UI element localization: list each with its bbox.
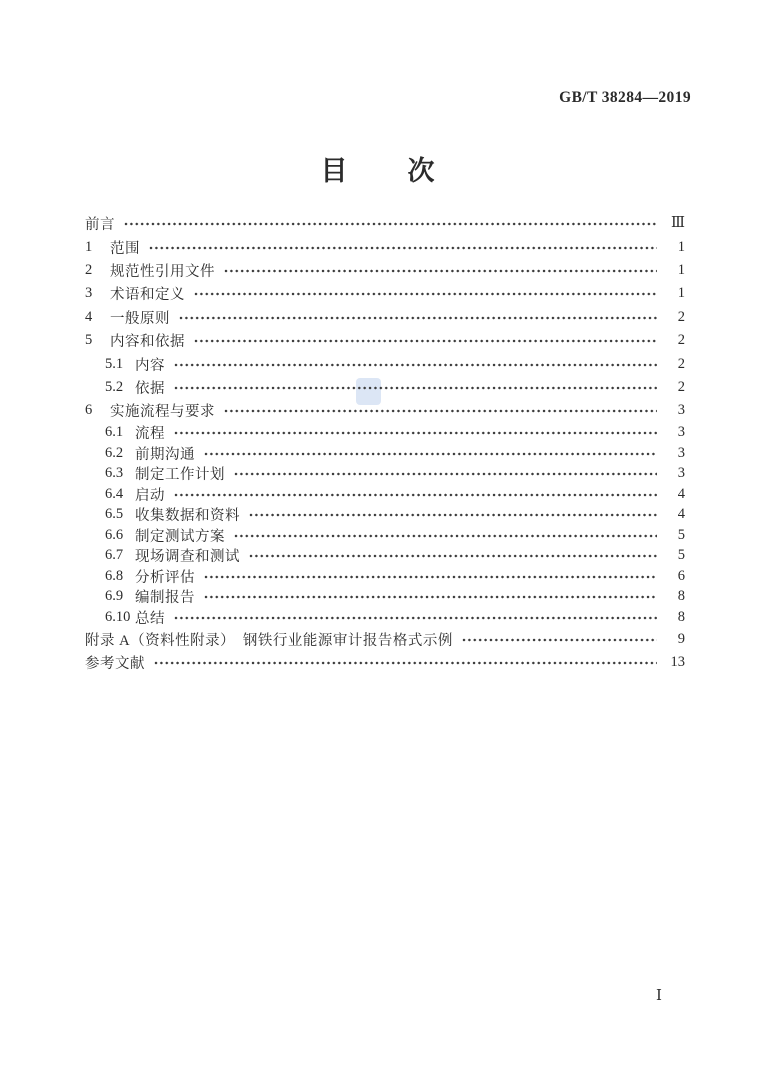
toc-entry-page: Ⅲ [671,215,685,232]
toc-entry-label: 规范性引用文件 [110,263,215,280]
toc-entry-label: 流程 [135,426,165,443]
dot-leader [149,246,657,250]
page-title: 目 次 [320,156,437,186]
toc-entry [85,628,685,651]
toc-entry-label: 一般原则 [110,310,170,327]
toc-entry-number: 1 [85,238,93,255]
toc-entry-label: 制定工作计划 [135,467,225,484]
toc-entry-page: 2 [677,355,685,372]
dot-leader [174,616,657,620]
toc-entry-number: 6.7 [105,547,124,564]
toc-entry-page: 2 [677,378,685,395]
toc-entry [85,566,685,587]
toc-entry [85,505,685,526]
dot-leader [462,638,657,642]
toc-entry [85,587,685,608]
dot-leader [174,493,657,497]
toc-entry-page: 3 [677,424,685,441]
toc-entry [85,484,685,505]
toc-entry [85,212,685,235]
standard-number: GB/T 38284—2019 [559,89,691,106]
dot-leader [204,575,657,579]
dot-leader [174,386,657,390]
toc-entry-label: 收集数据和资料 [135,508,240,525]
toc-entry-number: 6.10 [105,608,131,625]
dot-leader [234,472,657,476]
table-of-contents [85,212,685,674]
page-footer [648,986,670,1005]
dot-leader [234,534,657,538]
toc-entry-label: 前言 [85,217,115,234]
toc-entry-label: 现场调查和测试 [135,549,240,566]
dot-leader [174,431,657,435]
toc-entry-page: 3 [677,402,685,419]
toc-entry [85,423,685,444]
toc-entry-number: 6.9 [105,588,124,605]
toc-entry-number: 5.1 [105,355,124,372]
toc-entry-page: 4 [677,506,685,523]
dot-leader [154,661,657,665]
toc-entry-label: 前期沟通 [135,446,195,463]
toc-entry-page: 2 [677,332,685,349]
toc-entry [85,352,685,375]
toc-entry-number: 5 [85,332,93,349]
toc-entry-page: 8 [677,608,685,625]
toc-entry-label: 总结 [135,610,165,627]
toc-entry-number: 4 [85,308,93,325]
toc-entry-page: 9 [677,630,685,647]
toc-entry-number: 5.2 [105,378,124,395]
toc-entry-number: 6.8 [105,567,124,584]
toc-entry-page: 5 [677,526,685,543]
toc-entry-label: 启动 [135,487,165,504]
toc-entry [85,259,685,282]
toc-entry-label: 实施流程与要求 [110,404,215,421]
dot-leader [174,363,657,367]
toc-entry-number: 3 [85,285,93,302]
dot-leader [224,269,657,273]
toc-entry-label: 制定测试方案 [135,528,225,545]
toc-entry [85,282,685,305]
toc-entry-page: 6 [677,567,685,584]
dot-leader [249,554,657,558]
toc-entry-page: 1 [677,261,685,278]
toc-entry-page: 2 [677,308,685,325]
toc-entry-page: 5 [677,547,685,564]
toc-entry-number: 2 [85,261,93,278]
toc-entry-label: 依据 [135,380,165,397]
toc-entry-page: 3 [677,465,685,482]
toc-entry-label: 分析评估 [135,569,195,586]
toc-entry [85,464,685,485]
toc-entry [85,329,685,352]
dot-leader [194,339,657,343]
toc-entry [85,651,685,674]
toc-entry [85,235,685,258]
toc-entry [85,525,685,546]
toc-entry-number: 6.5 [105,506,124,523]
toc-entry-label: 术语和定义 [110,287,185,304]
toc-entry-number: 6.6 [105,526,124,543]
toc-entry [85,607,685,628]
toc-entry [85,376,685,399]
dot-leader [249,513,657,517]
toc-entry-page: 8 [677,588,685,605]
page-number: Ⅰ [656,988,662,1004]
toc-entry-page: 1 [677,285,685,302]
toc-entry-label: 内容和依据 [110,334,185,351]
toc-entry-number: 6.4 [105,485,124,502]
toc-entry-label: 范围 [110,240,140,257]
toc-entry-page: 4 [677,485,685,502]
toc-entry [85,443,685,464]
dot-leader [224,409,657,413]
toc-entry-number: 6.2 [105,444,124,461]
toc-entry-label: 附录 A（资料性附录） 钢铁行业能源审计报告格式示例 [85,632,453,649]
toc-entry-number: 6.1 [105,424,124,441]
toc-entry-label: 内容 [135,357,165,374]
dot-leader [179,316,657,320]
toc-entry-page: 1 [677,238,685,255]
toc-entry-number: 6.3 [105,465,124,482]
toc-entry [85,306,685,329]
toc-entry-label: 编制报告 [135,590,195,607]
dot-leader [204,595,657,599]
toc-entry-number: 6 [85,402,93,419]
dot-leader [194,292,657,296]
toc-entry-page: 3 [677,444,685,461]
toc-entry [85,546,685,567]
dot-leader [204,452,657,456]
toc-entry-label: 参考文献 [85,656,145,673]
toc-entry [85,399,685,422]
dot-leader [124,222,657,226]
toc-entry-page: 13 [670,654,685,671]
